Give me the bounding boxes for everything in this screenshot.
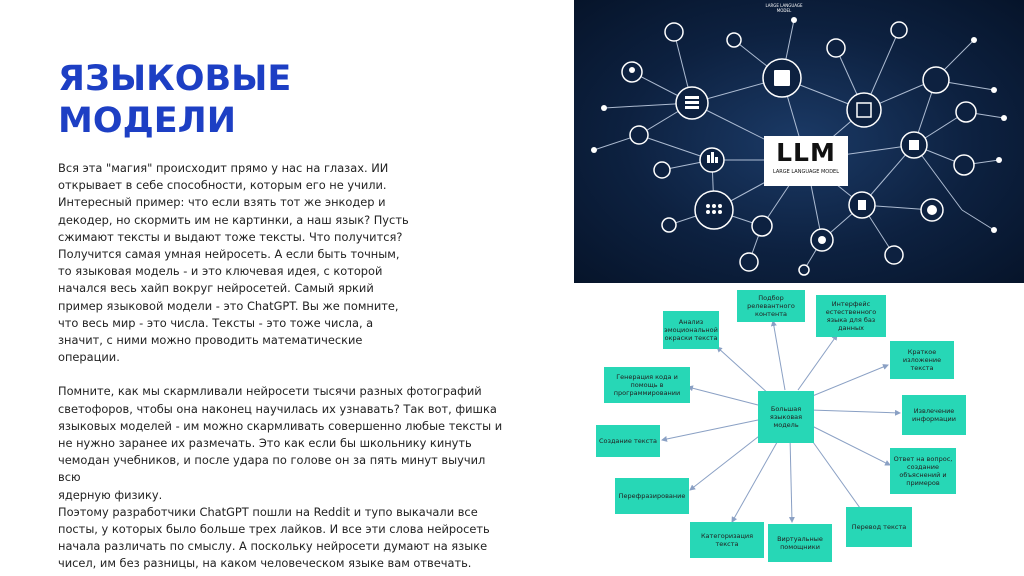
mindmap-center-node: Большая языковая модель [758,391,814,443]
mindmap-node-text-creation: Создание текста [596,425,660,457]
mindmap-node-sentiment: Анализ эмоциональной окраски текста [663,311,719,349]
mindmap-node-translation: Перевод текста [846,507,912,547]
llm-top-label: LARGE LANGUAGE MODEL [765,3,803,13]
mindmap-node-qa: Ответ на вопрос, создание объяснений и примеров [890,448,956,494]
mindmap-node-information-extraction: Извлечение информации [902,395,966,435]
llm-main-label: LLM [776,138,836,167]
mindmap-node-code-generation: Генерация кода и помощь в программировании [604,367,690,403]
mindmap-node-virtual-assistants: Виртуальные помощники [768,524,832,562]
mindmap-node-nl-interface: Интерфейс естественного языка для баз данных [816,295,886,337]
llm-sub-label: LARGE LANGUAGE MODEL [772,169,839,175]
mindmap-node-categorization: Категоризация текста [690,522,764,558]
title-line-2: МОДЕЛИ [58,101,237,141]
mindmap-node-summary: Краткое изложение текста [890,341,954,379]
paragraph-2: Помните, как мы скармливали нейросети тысячи разных фотографий светофоров, чтобы она наконец научилась их узнавать? Так вот, фишка языковых моделей - им можно скармливать совершенно любые тексты и не нужно заранее их размечать. Это как если бы школьнику кинуть чемодан учебников, и после удара по голове он за пять минут выучил всю ядерную физику. Поэтому разработчики ChatGPT пошли на Reddit и тупо выкачали все посты, у которых было больше трех лайков. И все эти слова нейросеть начала различать по смыслу. А поскольку нейросети думают на языке чисел, им без разницы, на каком человеческом языке вам отвечать. [58,384,503,571]
title-line-1: ЯЗЫКОВЫЕ [58,59,292,99]
paragraph-1: Вся эта "магия" происходит прямо у нас на глазах. ИИ открывает в себе способности, которым его не учили. Интересный пример: что если взять тот же энкодер и декодер, но скормить им не картинки, а наш язык? Пусть сжимают тексты и выдают тоже тексты. Что получится? Получится самая умная нейросеть. А если быть точным, то языковая модель - и это ключевая идея, с которой начался весь хайп вокруг нейросетей. Самый яркий пример языковой модели - это ChatGPT. Вы же помните, что весь мир - это числа. Тексты - это тоже числа, а значит, с ними можно проводить математические операции. [58,161,409,365]
page-title [58,58,291,142]
mindmap-node-paraphrasing: Перефразирование [615,478,689,514]
llm-label-box [764,136,848,186]
llm-illustration [574,0,1024,283]
mindmap-node-content-selection: Подбор релевантного контента [737,290,805,322]
llm-applications-mindmap [580,285,1024,576]
body-text [58,160,508,573]
